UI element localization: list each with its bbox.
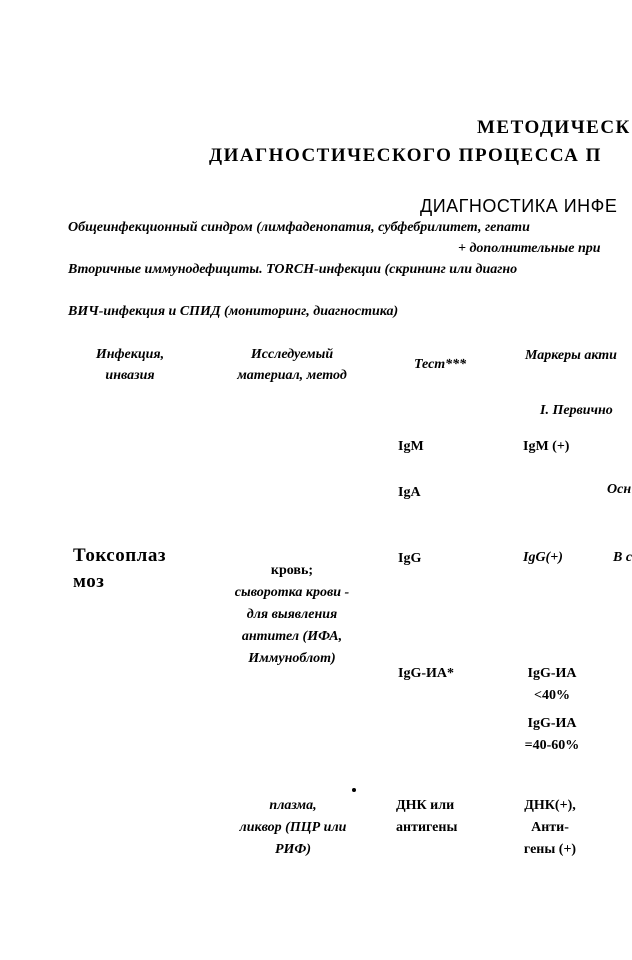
marker-igg-ia-mid-line2: =40-60% (524, 738, 580, 753)
material-blood-line5: Иммуноблот) (248, 651, 336, 666)
document-title-line2: ДИАГНОСТИЧЕСКОГО ПРОЦЕССА П (209, 145, 602, 166)
infection-name-line1: Токсоплаз (73, 545, 166, 566)
scope-line-4: ВИЧ-инфекция и СПИД (мониторинг, диагностика) (68, 304, 399, 319)
marker-dna-line2: Анти- (531, 820, 569, 835)
marker-igg-ia-mid-line1: IgG-ИА (527, 716, 577, 731)
header-markers: Маркеры акти (525, 348, 617, 363)
test-iga: IgA (398, 485, 421, 500)
document-title-line1: МЕТОДИЧЕСК (477, 117, 631, 138)
header-infection (88, 344, 172, 386)
material-plasma-line2: ликвор (ПЦР или (239, 820, 347, 835)
marker-dna (512, 795, 588, 861)
marker-igg: IgG(+) (523, 550, 563, 565)
marker-igg-ia-low (514, 663, 590, 707)
header-material-line1: Исследуемый (250, 347, 334, 362)
material-blood (216, 560, 368, 670)
material-blood-line3: для выявления (246, 607, 338, 622)
material-plasma-line3: РИФ) (274, 842, 311, 857)
marker-dna-line3: гены (+) (523, 842, 577, 857)
marker-igg-ia-low-line1: IgG-ИА (527, 666, 577, 681)
test-igm: IgM (398, 439, 424, 454)
section-title: ДИАГНОСТИКА ИНФЕ (420, 196, 618, 216)
material-blood-line1: кровь; (270, 563, 314, 578)
material-plasma (218, 795, 368, 861)
infection-name (73, 543, 166, 595)
scope-line-1: Общеинфекционный синдром (лимфаденопатия, субфебрилитет, гепати (68, 220, 530, 235)
header-material (218, 344, 366, 386)
test-dna-line2: антигены (396, 820, 458, 835)
header-material-line2: материал, метод (237, 368, 347, 383)
header-test: Тест*** (414, 357, 467, 372)
material-blood-line2: сыворотка крови - (234, 585, 350, 600)
bullet-dot (352, 788, 356, 792)
header-infection-line2: инвазия (105, 368, 155, 383)
scope-line-3: Вторичные иммунодефициты. TORCH-инфекции (скрининг или диагно (68, 262, 518, 277)
material-plasma-line1: плазма, (269, 798, 317, 813)
test-dna-line1: ДНК или (396, 798, 455, 813)
test-igg: IgG (398, 551, 422, 566)
infection-name-line2: моз (73, 571, 105, 592)
header-infection-line1: Инфекция, (95, 347, 165, 362)
marker-igm: IgM (+) (523, 439, 570, 454)
scope-line-2: + дополнительные при (458, 241, 601, 256)
test-igg-ia: IgG-ИА* (398, 666, 454, 681)
marker-igg-ia-mid (512, 713, 592, 757)
note-iga: Осн (607, 482, 632, 497)
note-igg: В с (613, 550, 632, 565)
marker-igg-ia-low-line2: <40% (534, 688, 570, 703)
section-primary-label: I. Первично (540, 403, 613, 418)
marker-dna-line1: ДНК(+), (524, 798, 576, 813)
test-dna (396, 795, 457, 839)
material-blood-line4: антител (ИФА, (241, 629, 343, 644)
